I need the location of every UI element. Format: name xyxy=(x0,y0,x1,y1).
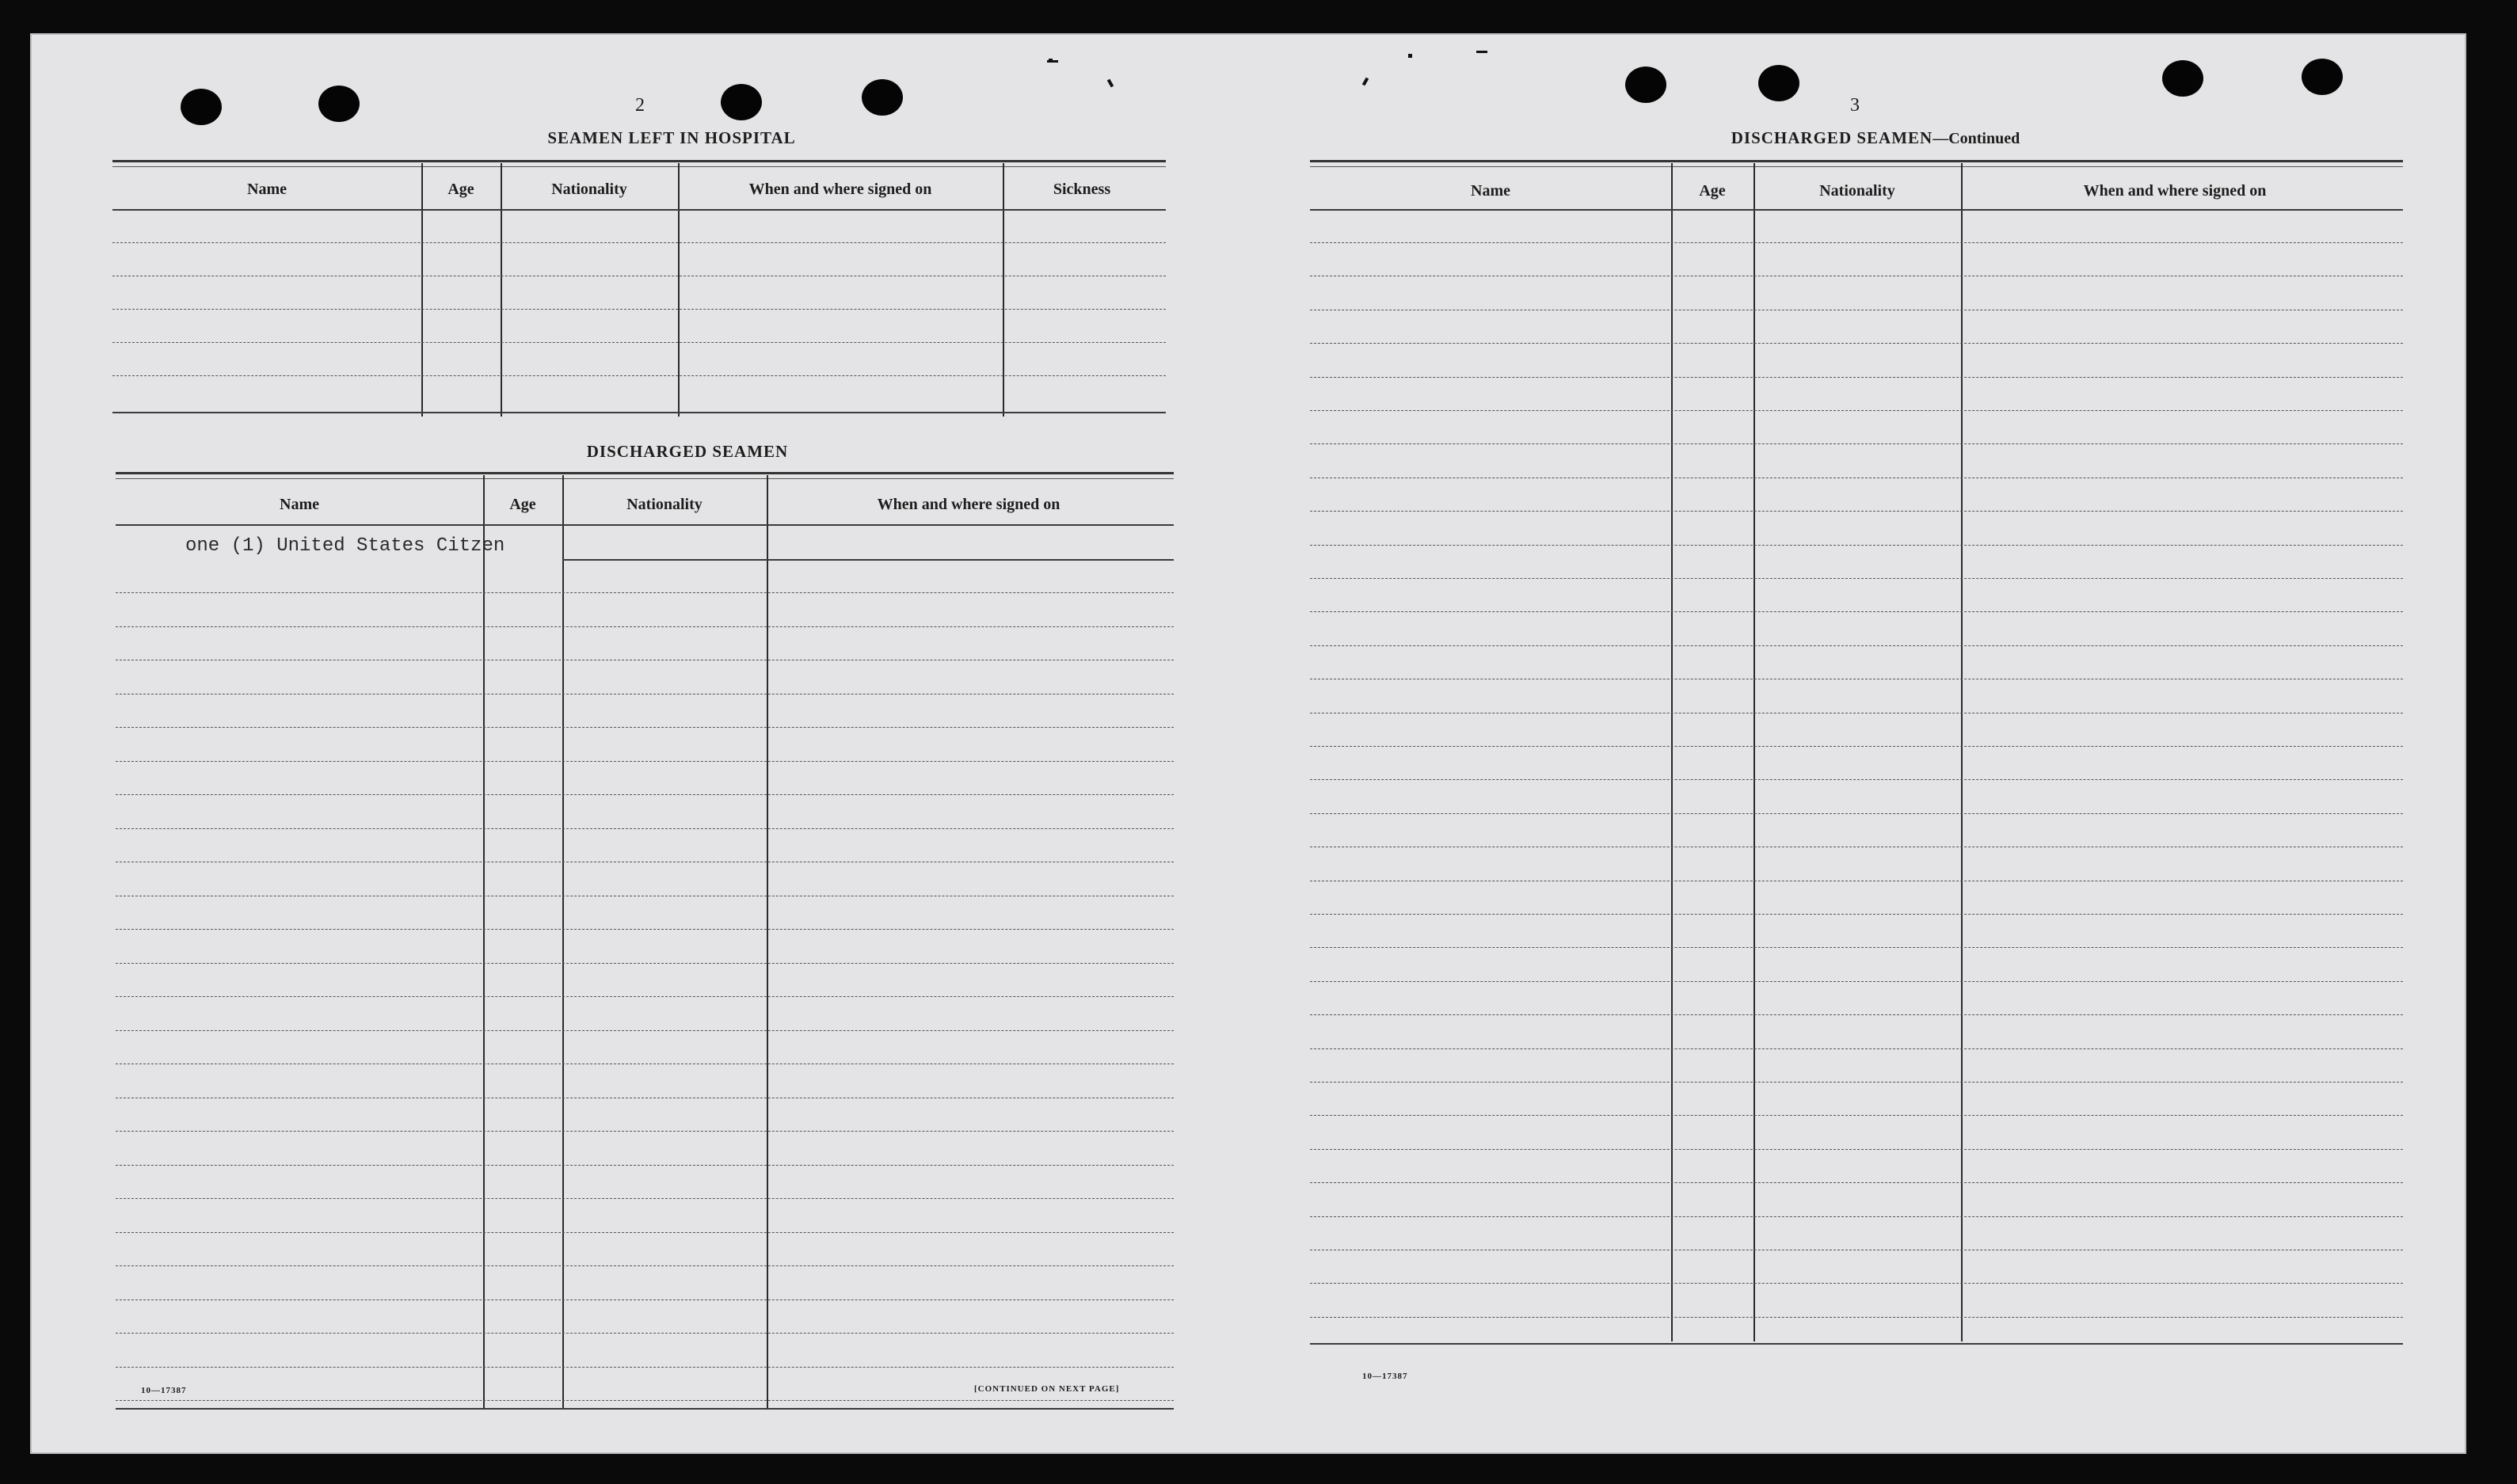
row-rule xyxy=(1310,1115,2403,1116)
speck xyxy=(1047,60,1058,63)
col-header-signed-on: When and where signed on xyxy=(877,496,1060,513)
row-rule xyxy=(116,794,1174,795)
header-rule xyxy=(1310,160,2403,162)
punch-hole xyxy=(721,84,762,120)
col-header-age: Age xyxy=(509,496,536,513)
row-rule xyxy=(1310,545,2403,546)
row-rule xyxy=(112,209,1166,211)
punch-hole xyxy=(2162,60,2203,97)
row-rule xyxy=(116,929,1174,930)
col-header-signed-on: When and where signed on xyxy=(748,181,932,198)
row-rule xyxy=(116,1265,1174,1266)
punch-hole xyxy=(181,89,222,125)
row-rule xyxy=(562,559,1174,561)
punch-hole xyxy=(318,86,360,122)
row-rule xyxy=(116,1165,1174,1166)
column-divider xyxy=(767,475,768,1408)
speck xyxy=(1362,78,1369,86)
col-header-sickness: Sickness xyxy=(1053,181,1111,198)
row-rule xyxy=(1310,1343,2403,1345)
row-rule xyxy=(116,1333,1174,1334)
document-sheet xyxy=(30,33,2466,1454)
punch-hole xyxy=(862,79,903,116)
col-header-name: Name xyxy=(1471,182,1510,200)
discharged-continued-title xyxy=(1535,128,2216,148)
row-rule xyxy=(1310,1283,2403,1284)
discharged-table xyxy=(116,472,1174,1411)
row-rule xyxy=(1310,1216,2403,1217)
col-header-nationality: Nationality xyxy=(1819,182,1895,200)
row-rule xyxy=(1310,746,2403,747)
discharged-continued-table xyxy=(1310,160,2403,1348)
form-number: 10—17387 xyxy=(1362,1372,1408,1381)
continued-note: [CONTINUED ON NEXT PAGE] xyxy=(974,1384,1120,1394)
speck xyxy=(1408,54,1412,58)
row-rule xyxy=(112,309,1166,310)
column-divider xyxy=(562,475,564,1408)
page-number: 2 xyxy=(635,95,645,116)
col-header-name: Name xyxy=(247,181,287,198)
row-rule xyxy=(1310,410,2403,411)
row-rule xyxy=(1310,1149,2403,1150)
row-rule xyxy=(116,626,1174,627)
row-rule xyxy=(1310,947,2403,948)
row-rule xyxy=(1310,1182,2403,1183)
row-rule xyxy=(1310,443,2403,444)
row-rule xyxy=(116,1030,1174,1031)
row-rule xyxy=(1310,813,2403,814)
row-rule xyxy=(1310,377,2403,378)
header-rule xyxy=(112,166,1166,167)
row-rule xyxy=(116,828,1174,829)
row-rule xyxy=(116,1408,1174,1410)
row-rule xyxy=(1310,209,2403,211)
row-rule xyxy=(1310,1082,2403,1083)
row-rule xyxy=(116,996,1174,997)
row-rule xyxy=(1310,511,2403,512)
row-rule xyxy=(1310,779,2403,780)
row-rule xyxy=(112,342,1166,343)
column-divider xyxy=(501,163,502,417)
header-rule xyxy=(112,160,1166,162)
row-rule xyxy=(1310,242,2403,243)
column-divider xyxy=(483,475,485,1408)
row-rule xyxy=(116,592,1174,593)
punch-hole xyxy=(1625,67,1666,103)
column-divider xyxy=(1003,163,1004,417)
row-rule xyxy=(112,242,1166,243)
title-main: DISCHARGED SEAMEN xyxy=(1731,128,1933,147)
header-rule xyxy=(116,472,1174,474)
col-header-nationality: Nationality xyxy=(551,181,627,198)
row-rule xyxy=(112,412,1166,413)
row-rule xyxy=(1310,1048,2403,1049)
col-header-age: Age xyxy=(1699,182,1726,200)
row-rule xyxy=(1310,578,2403,579)
punch-hole xyxy=(1758,65,1799,101)
page-number: 3 xyxy=(1850,95,1860,116)
title-suffix: —Continued xyxy=(1932,130,2020,147)
row-rule xyxy=(116,1232,1174,1233)
row-rule xyxy=(1310,611,2403,612)
column-divider xyxy=(1961,163,1963,1341)
punch-hole xyxy=(2302,59,2343,95)
row-rule xyxy=(116,1400,1174,1401)
col-header-age: Age xyxy=(447,181,474,198)
row-rule xyxy=(116,1367,1174,1368)
form-number: 10—17387 xyxy=(141,1386,187,1395)
hospital-table xyxy=(112,160,1166,405)
row-rule xyxy=(1310,1014,2403,1015)
header-rule xyxy=(1310,166,2403,167)
col-header-signed-on: When and where signed on xyxy=(2083,182,2267,200)
header-rule xyxy=(116,478,1174,479)
column-divider xyxy=(1754,163,1755,1341)
column-divider xyxy=(1671,163,1673,1341)
row-rule xyxy=(116,1198,1174,1199)
row-rule xyxy=(1310,981,2403,982)
row-rule xyxy=(1310,914,2403,915)
row-rule xyxy=(116,524,1174,526)
col-header-name: Name xyxy=(280,496,319,513)
column-divider xyxy=(421,163,423,417)
discharged-entry: one (1) United States Citzen xyxy=(185,535,505,557)
row-rule xyxy=(1310,343,2403,344)
col-header-nationality: Nationality xyxy=(626,496,703,513)
row-rule xyxy=(116,761,1174,762)
row-rule xyxy=(1310,1317,2403,1318)
column-divider xyxy=(678,163,680,417)
speck xyxy=(1476,51,1487,53)
row-rule xyxy=(116,1131,1174,1132)
row-rule xyxy=(1310,645,2403,646)
discharged-section-title: DISCHARGED SEAMEN xyxy=(586,442,789,461)
row-rule xyxy=(116,963,1174,964)
hospital-section-title: SEAMEN LEFT IN HOSPITAL xyxy=(547,128,796,147)
speck xyxy=(1107,79,1114,88)
row-rule xyxy=(116,727,1174,728)
row-rule xyxy=(112,375,1166,376)
row-rule xyxy=(116,1299,1174,1300)
